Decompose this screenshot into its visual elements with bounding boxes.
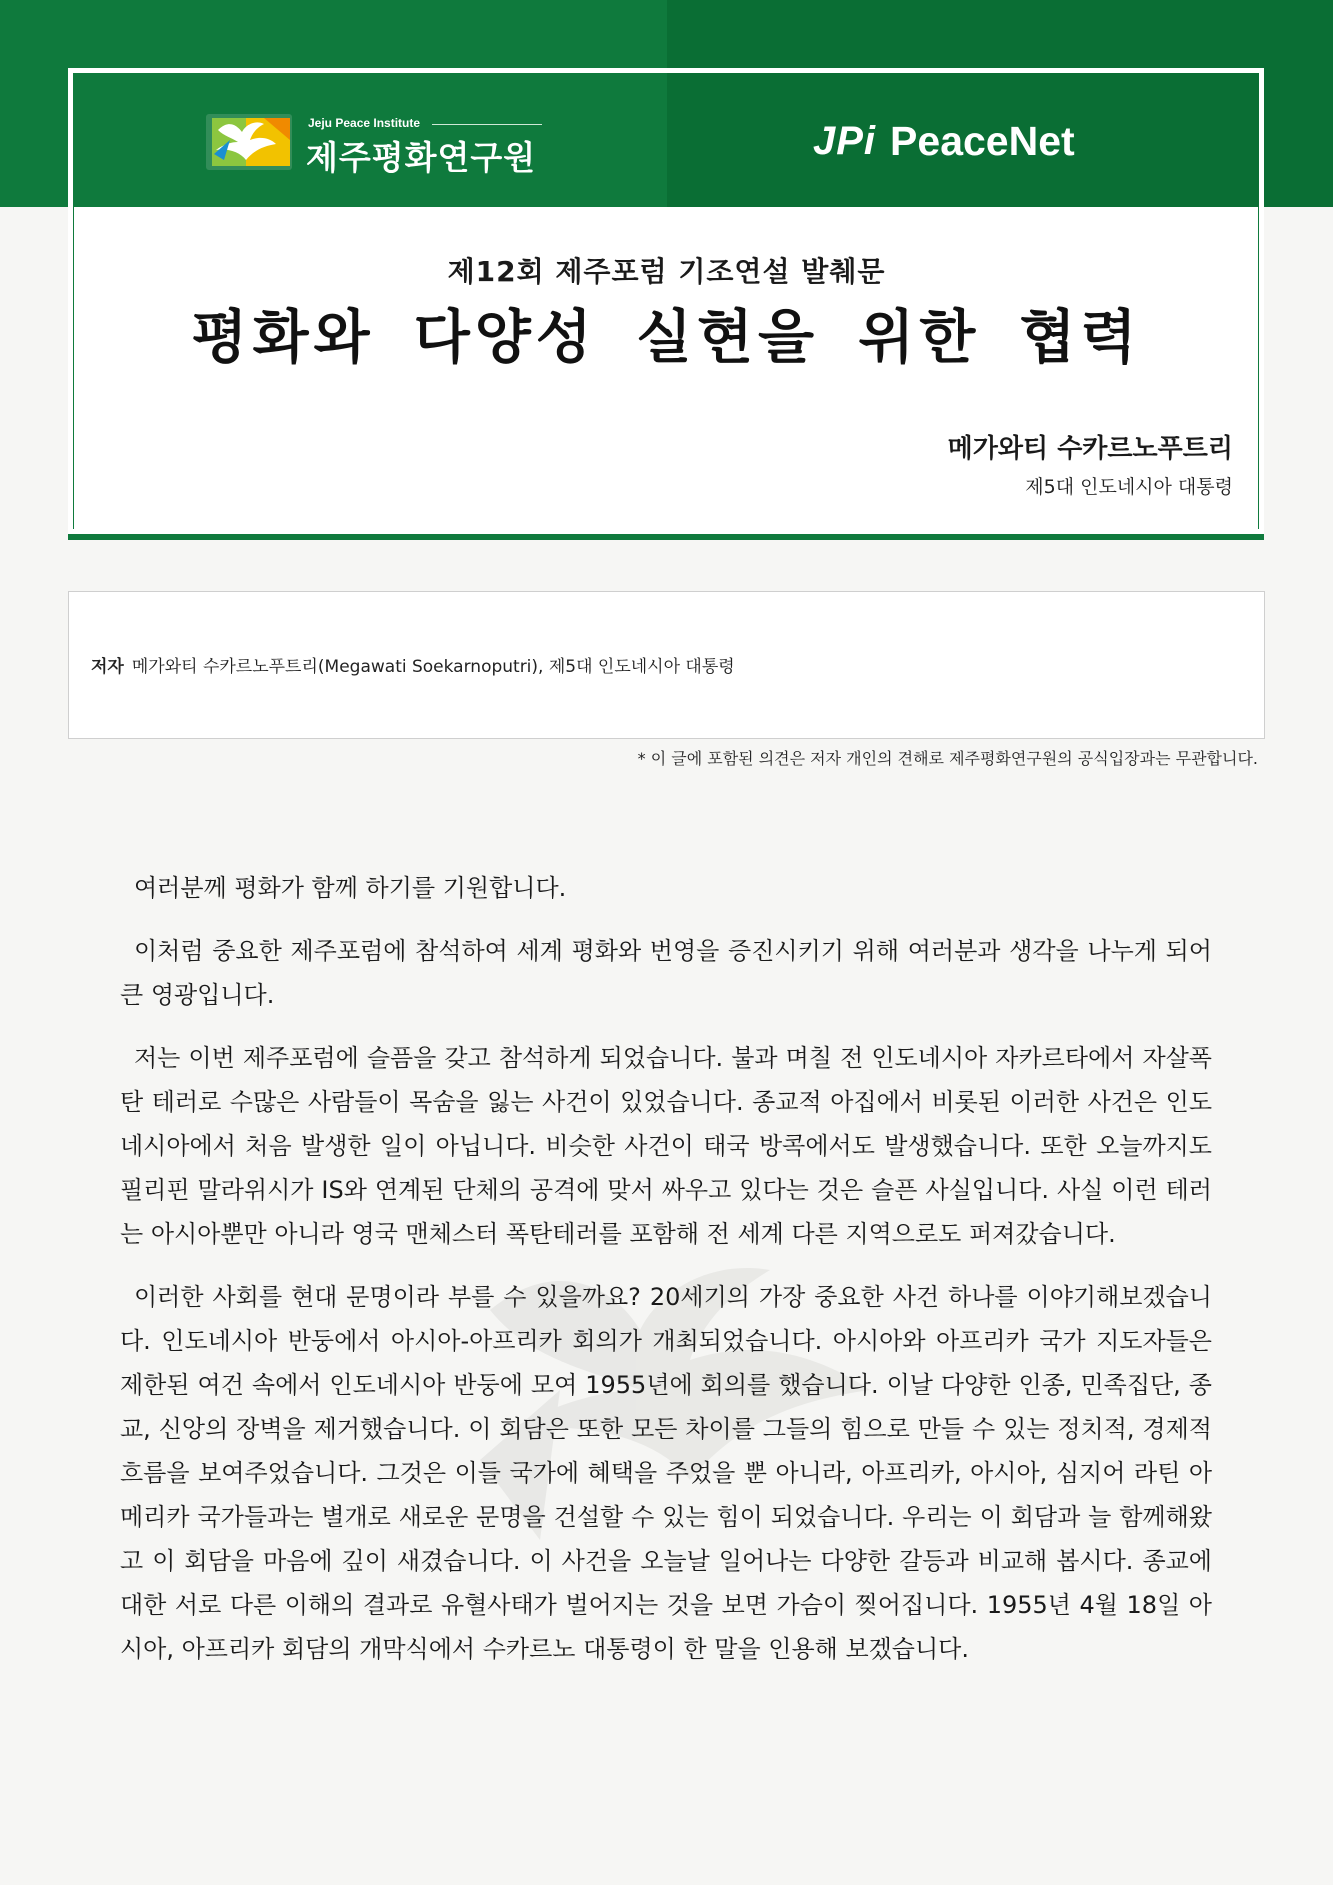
peacenet-logo[interactable] <box>813 112 1075 170</box>
body-paragraph: 여러분께 평화가 함께 하기를 기원합니다. <box>134 874 567 902</box>
institute-english-name: Jeju Peace Institute <box>308 116 421 130</box>
author-role: 제5대 인도네시아 대통령 <box>1025 476 1233 498</box>
author-info-line <box>91 652 735 677</box>
disclaimer-note: * 이 글에 포함된 의견은 저자 개인의 견해로 제주평화연구원의 공식입장과는 무관합니다. <box>637 749 1258 768</box>
body-paragraph: 이처럼 중요한 제주포럼에 참석하여 세계 평화와 번영을 증진시키기 위해 여러분과 생각을 나누게 되어 큰 영광입니다. <box>120 937 1212 1009</box>
author-info-text: 메가와티 수카르노푸트리(Megawati Soekarnoputri), 제5대 인도네시아 대통령 <box>131 657 735 677</box>
author-info-label: 저자 <box>91 657 124 677</box>
author-name: 메가와티 수카르노푸트리 <box>947 434 1233 464</box>
body-paragraph: 이러한 사회를 현대 문명이라 부를 수 있을까요? 20세기의 가장 중요한 사건 하나를 이야기해보겠습니다. 인도네시아 반둥에서 아시아-아프리카 회의가 개최되었습니다. 아시아와 아프리카 국가 지도자들은 제한된 여건 속에서 인도네시아 반둥에 모여 1955년에 회의를 했습니다. 이날 다양한 인종, 민족집단, 종교, 신앙의 장벽을 제거했습니다. 이 회담은 또한 모든 차이를 그들의 힘으로 만들 수 있는 정치적, 경제적 흐름을 보여주었습니다. 그것은 이들 국가에 혜택을 주었을 뿐 아니라, 아프리카, 아시아, 심지어 라틴 아메리카 국가들과는 별개로 새로운 문명을 건설할 수 있는 힘이 되었습니다. 우리는 이 회담과 늘 함께해왔고 이 회담을 마음에 깊이 새겼습니다. 이 사건을 오늘날 일어나는 다양한 갈등과 비교해 봅시다. 종교에 대한 서로 다른 이해의 결과로 유혈사태가 벌어지는 것을 보면 가슴이 찢어집니다. 1955년 4월 18일 아시아, 아프리카 회담의 개막식에서 수카르노 대통령이 한 말을 인용해 보겠습니다. <box>120 1283 1212 1663</box>
jeju-peace-institute-logo[interactable] <box>206 110 566 177</box>
dove-logo-icon <box>206 110 296 174</box>
jpi-mark-icon: JPi <box>813 118 877 163</box>
institute-korean-name: 제주평화연구원 <box>306 138 537 177</box>
document-subtitle: 제12회 제주포럼 기조연설 발췌문 <box>447 255 886 288</box>
institute-name-divider <box>432 124 542 125</box>
document-title: 평화와 다양성 실현을 위한 협력 <box>191 303 1142 371</box>
body-text <box>120 866 1212 1690</box>
author-info-box <box>68 591 1265 739</box>
peacenet-wordmark: PeaceNet <box>890 117 1075 164</box>
body-paragraph: 저는 이번 제주포럼에 슬픔을 갖고 참석하게 되었습니다. 불과 며칠 전 인도네시아 자카르타에서 자살폭탄 테러로 수많은 사람들이 목숨을 잃는 사건이 있었습니다. 종교적 아집에서 비롯된 이러한 사건은 인도네시아에서 처음 발생한 일이 아닙니다. 비슷한 사건이 태국 방콕에서도 발생했습니다. 또한 오늘까지도 필리핀 말라위시가 IS와 연계된 단체의 공격에 맞서 싸우고 있다는 것은 슬픈 사실입니다. 사실 이런 테러는 아시아뿐만 아니라 영국 맨체스터 폭탄테러를 포함해 전 세계 다른 지역으로도 퍼져갔습니다. <box>120 1044 1212 1248</box>
